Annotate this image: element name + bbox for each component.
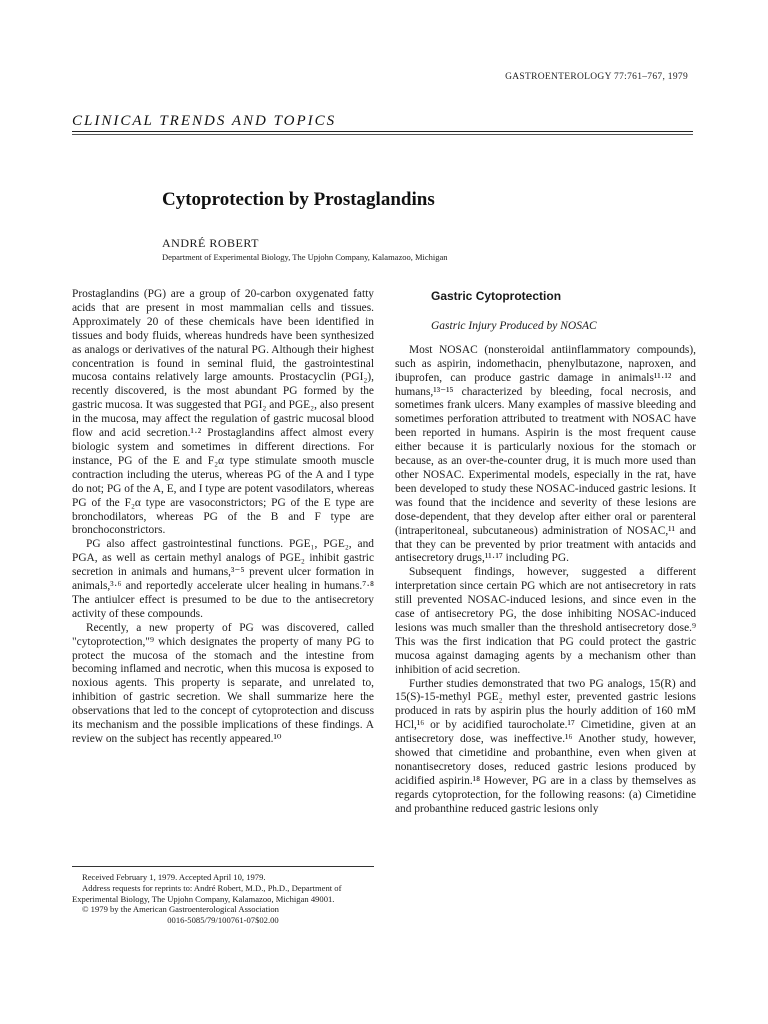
paragraph-intro: Prostaglandins (PG) are a group of 20-carbon oxygenated fatty acids that are present in most mammalian cells and tissues. Approximately 20 of these chemicals have been identified in tissues and body fluids, whereas hundreds have been synthesized as analogs or derivatives of the natural PG. Although their highest concentration is found in seminal fluid, the gastrointestinal mucosa contains relatively large amounts. Prostacyclin (PGI₂), recently discovered, is the most abundant PG formed by the gastric mucosa. It was suggested that PGI₂ and PGE₂, also present in the mucosa, may affect the regulation of gastric mucosal blood flow and acid secretion.¹·² Prostaglandins affect almost every biologic system and sometimes in different directions. For instance, PG of the E and F₂α type stimulate smooth muscle contraction including the uterus, whereas PG of the A and I type do not; PG of the A, E, and I type are potent vasodilators, whereas PG of the F₂α type are vasoconstrictors; PG of the E type are bronchodilators, whereas PG of the B and F type are bronchoconstrictors. xyxy=(72,288,374,537)
paragraph-subsequent: Subsequent findings, however, suggested a different interpretation since certain PG which are not antisecretory in rats still prevented NOSAC-induced lesions, and since even in the case of antisecretory PG, the dose inhibiting NOSAC-induced lesions was much smaller than the threshold antisecretory dose.⁹ This was the first indication that PG could protect the gastric mucosa against damaging agents by a mechanism other than inhibition of acid secretion. xyxy=(395,566,696,676)
left-column xyxy=(72,288,374,747)
footnote-received: Received February 1, 1979. Accepted April 10, 1979. xyxy=(82,872,266,882)
right-column xyxy=(395,288,696,817)
author-name: ANDRÉ ROBERT xyxy=(162,236,259,250)
section-heading-gastric: Gastric Cytoprotection xyxy=(431,289,562,303)
paragraph-gi-functions: PG also affect gastrointestinal functions. PGE₁, PGE₂, and PGA, as well as certain methyl analogs of PGE₂ inhibit gastric secretion in animals and humans,³⁻⁵ prevent ulcer formation in animals,³·⁶ and reportedly accelerate ulcer healing in humans.⁷·⁸ The antiulcer effect is presumed to be due to the antisecretory activity of these compounds. xyxy=(72,538,374,620)
section-rule xyxy=(72,131,693,132)
footnote-code: 0016-5085/79/100761-07$02.00 xyxy=(167,915,279,926)
paragraph-further: Further studies demonstrated that two PG analogs, 15(R) and 15(S)-15-methyl PGE₂ methyl ester, prevented gastric lesions produced in rats by aspirin plus the hourly addition of 160 mM HCl,¹⁶ or by acidified taurocholate.¹⁷ Cimetidine, given at an antisecretory dose, was ineffective.¹⁶ Another study, however, showed that cimetidine and probanthine, even when given at nonantisecretory doses, reduced gastric lesions produced by acidified aspirin.¹⁸ However, PG are in a class by themselves as regards cytoprotection, for the following reasons: (a) Cimetidine and probanthine reduced gastric lesions only xyxy=(395,677,696,815)
paragraph-cytoprotection: Recently, a new property of PG was discovered, called "cytoprotection,"⁹ which designates the property of many PG to protect the mucosa of the stomach and the intestine from becoming inflamed and necrotic, when this mucosa is exposed to noxious agents. This property is separate, and unrelated to, inhibition of gastric secretion. We shall summarize here the observations that led to the concept of cytoprotection and discuss its mechanism and the possible implications of these findings. A review on the subject has recently appeared.¹⁰ xyxy=(72,621,374,745)
footnote-address: Address requests for reprints to: André Robert, M.D., Ph.D., Department of Experimental Biology, The Upjohn Company, Kalamazoo, Michigan 49001. xyxy=(72,882,342,904)
section-heading: CLINICAL TRENDS AND TOPICS xyxy=(72,113,337,129)
paragraph-nosac: Most NOSAC (nonsteroidal antiinflammatory compounds), such as aspirin, indomethacin, phenylbutazone, naproxen, and ibuprofen, can produce gastric damage in animals¹¹·¹² and humans,¹³⁻¹⁵ characterized by bleeding, focal necrosis, and sometimes frank ulcers. Many examples of massive bleeding and sometimes perforation attributed to treatment with NOSAC have been reported in humans. Aspirin is the most frequent cause either because it is particularly noxious for the stomach or because, as an over-the-counter drug, it is much more used than other NOSAC. Experimental models, especially in the rat, have been developed to study these NOSAC-induced gastric lesions. It was found that the incidence and severity of these lesions are dose-dependent, that they develop after either oral or parenteral (intraperitoneal, subcutaneous) administration of NOSAC,¹¹ and that they can be prevented by prior treatment with antacids and antisecretory drugs,¹¹·¹⁷ including PG. xyxy=(395,343,696,565)
section-rule-secondary xyxy=(72,134,693,135)
journal-citation: GASTROENTEROLOGY 77:761–767, 1979 xyxy=(505,72,688,82)
author-affiliation: Department of Experimental Biology, The Upjohn Company, Kalamazoo, Michigan xyxy=(162,252,448,262)
article-title: Cytoprotection by Prostaglandins xyxy=(162,189,435,210)
footnote-copyright: © 1979 by the American Gastroenterological Association xyxy=(82,904,279,915)
footnote xyxy=(72,866,374,926)
subsection-heading: Gastric Injury Produced by NOSAC xyxy=(431,319,597,332)
